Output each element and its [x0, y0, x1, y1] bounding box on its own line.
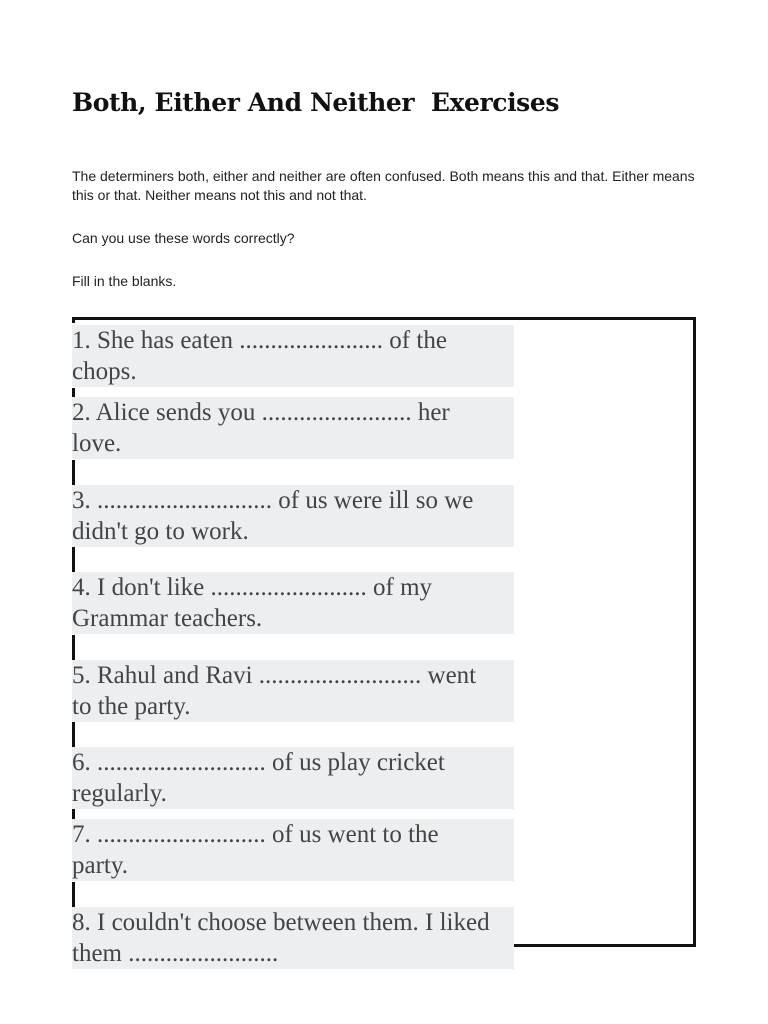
exercise-line: them ........................: [72, 940, 279, 967]
exercise-item: [72, 572, 514, 634]
exercise-item: [72, 397, 514, 459]
exercise-line: 6. ........................... of us play cricket: [72, 749, 445, 776]
frame-divider: [72, 635, 75, 660]
exercise-line: regularly.: [72, 780, 167, 807]
exercise-item: [72, 907, 514, 969]
instruction-question: Can you use these words correctly?: [72, 230, 295, 246]
exercise-item: [72, 747, 514, 809]
frame-divider: [72, 882, 75, 907]
exercise-item: [72, 325, 514, 387]
frame-divider: [72, 388, 75, 397]
exercise-line: chops.: [72, 358, 137, 385]
page-title: Both, Either And Neither Exercises: [72, 88, 560, 117]
exercise-item: [72, 485, 514, 547]
exercise-line: 2. Alice sends you ........................ her: [72, 399, 450, 426]
exercise-line: 1. She has eaten ....................... of the: [72, 327, 447, 354]
exercise-line: party.: [72, 852, 128, 879]
intro-paragraph: The determiners both, either and neither are often confused. Both means this and that. Either means this or that. Neither means not this and not that.: [72, 168, 695, 203]
exercise-line: to the party.: [72, 693, 191, 720]
frame-divider: [72, 460, 75, 485]
frame-divider: [72, 722, 75, 747]
exercise-line: 4. I don't like ......................... of my: [72, 574, 433, 601]
instruction-fill-blanks: Fill in the blanks.: [72, 273, 177, 289]
exercise-item: [72, 819, 514, 881]
exercise-line: love.: [72, 430, 122, 457]
exercise-line: 7. ........................... of us went to the: [72, 821, 439, 848]
frame-divider: [72, 317, 75, 323]
exercise-item: [72, 660, 514, 722]
exercise-line: Grammar teachers.: [72, 605, 263, 632]
frame-divider: [72, 809, 75, 819]
frame-divider: [72, 547, 75, 572]
exercise-line: 3. ............................ of us were ill so we: [72, 487, 474, 514]
exercise-line: 8. I couldn't choose between them. I liked: [72, 909, 490, 936]
exercise-line: 5. Rahul and Ravi .......................... went: [72, 662, 477, 689]
exercise-line: didn't go to work.: [72, 518, 249, 545]
